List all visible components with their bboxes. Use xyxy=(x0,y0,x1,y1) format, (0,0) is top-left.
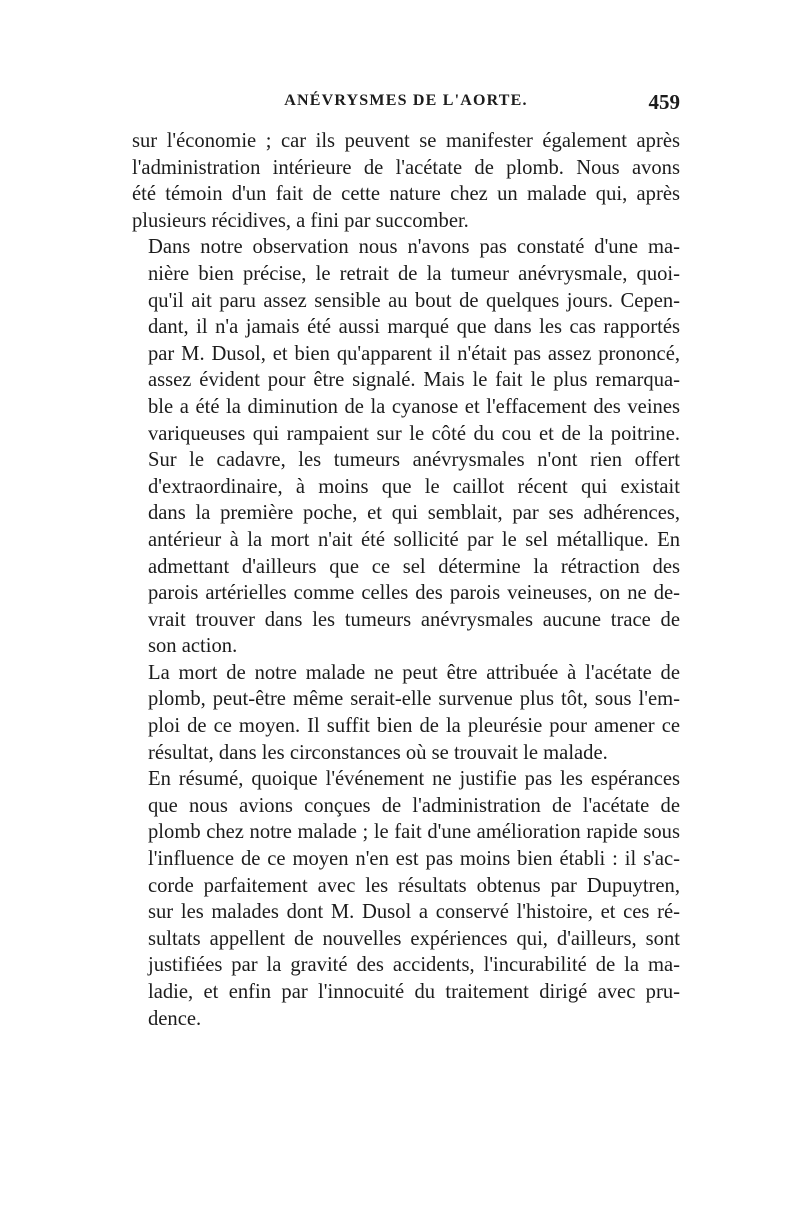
body-text xyxy=(132,128,680,1032)
text-line: Dans notre observation nous n'avons pas constaté d'une ma- xyxy=(148,236,680,259)
text-line: qu'il ait paru assez sensible au bout de quelques jours. Cepen- xyxy=(148,289,680,312)
text-line: résultat, dans les circonstances où se trouvait le malade. xyxy=(148,741,608,764)
text-line: par M. Dusol, et bien qu'apparent il n'était pas assez prononcé, xyxy=(148,342,680,365)
paragraph-1 xyxy=(132,128,680,234)
text-line: corde parfaitement avec les résultats obtenus par Dupuytren, xyxy=(148,874,680,897)
text-line: que nous avions conçues de l'administration de l'acétate de xyxy=(148,794,680,817)
text-line: son action. xyxy=(148,635,238,658)
text-line: été témoin d'un fait de cette nature chez un malade qui, après xyxy=(132,183,680,206)
page-number: 459 xyxy=(648,90,680,114)
text-line: l'influence de ce moyen n'en est pas moins bien établi : il s'ac- xyxy=(148,848,680,871)
text-line: assez évident pour être signalé. Mais le fait le plus remarqua- xyxy=(148,369,680,392)
text-line: sur les malades dont M. Dusol a conservé l'histoire, et ces ré- xyxy=(148,901,680,924)
text-line: vrait trouver dans les tumeurs anévrysmales aucune trace de xyxy=(148,608,680,631)
text-line: ladie, et enfin par l'innocuité du traitement dirigé avec pru- xyxy=(148,981,680,1003)
text-line: sultats appellent de nouvelles expériences qui, d'ailleurs, sont xyxy=(148,927,680,950)
text-line: admettant d'ailleurs que ce sel détermine la rétraction des xyxy=(148,555,680,578)
text-line: dant, il n'a jamais été aussi marqué que dans les cas rapportés xyxy=(148,316,680,339)
text-line: antérieur à la mort n'ait été sollicité par le sel métallique. En xyxy=(148,528,680,551)
text-line: Sur le cadavre, les tumeurs anévrysmales n'ont rien offert xyxy=(148,449,680,472)
text-line: dans la première poche, et qui semblait, par ses adhérences, xyxy=(148,502,680,525)
paragraph-4 xyxy=(132,660,680,766)
text-line: variqueuses qui rampaient sur le côté du cou et de la poitrine. xyxy=(148,422,680,445)
text-line: parois artérielles comme celles des parois veineuses, on ne de- xyxy=(148,582,680,605)
paragraph-2 xyxy=(132,234,680,447)
text-line: plusieurs récidives, a fini par succomber. xyxy=(132,209,469,232)
text-line: sur l'économie ; car ils peuvent se manifester également après xyxy=(132,130,680,152)
text-line: plomb chez notre malade ; le fait d'une amélioration rapide sous xyxy=(148,821,680,844)
text-line: l'administration intérieure de l'acétate de plomb. Nous avons xyxy=(132,156,680,179)
text-line: nière bien précise, le retrait de la tumeur anévrysmale, quoi- xyxy=(148,262,680,285)
text-line: d'extraordinaire, à moins que le caillot récent qui existait xyxy=(148,475,680,498)
paragraph-5 xyxy=(132,766,680,1032)
text-line: justifiées par la gravité des accidents, l'incurabilité de la ma- xyxy=(148,954,680,977)
running-head xyxy=(132,92,680,116)
paragraph-3 xyxy=(132,447,680,660)
text-line: En résumé, quoique l'événement ne justifie pas les espérances xyxy=(148,768,680,791)
text-line: dence. xyxy=(148,1007,202,1030)
text-line: La mort de notre malade ne peut être attribuée à l'acétate de xyxy=(148,661,680,684)
text-line: ble a été la diminution de la cyanose et l'effacement des veines xyxy=(148,395,680,418)
text-line: ploi de ce moyen. Il suffit bien de la pleurésie pour amener ce xyxy=(148,715,680,738)
running-title: ANÉVRYSMES DE L'AORTE. xyxy=(284,92,528,109)
text-line: plomb, peut-être même serait-elle survenue plus tôt, sous l'em- xyxy=(148,688,680,711)
